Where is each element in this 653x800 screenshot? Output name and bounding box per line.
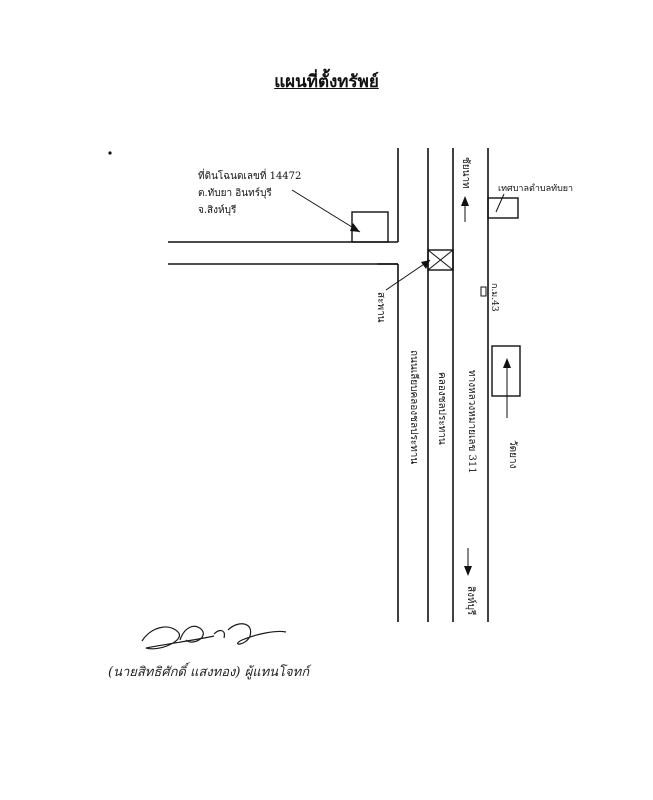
temple-label: วัดยาง [507, 440, 518, 469]
to-singburi-label: สิงห์บุรี [465, 586, 476, 616]
highway-label: ทางหลวงหมายเลข 311 [466, 370, 477, 474]
km-marker-label: ก.ม.43 [489, 283, 499, 312]
page-title: แผนที่ตั้งทรัพย์ [274, 72, 379, 92]
north-arrow-head [461, 196, 469, 206]
signature-line-2: (นายสิทธิศักดิ์ แสงทอง) ผู้แทนโจทก์ [108, 665, 310, 680]
south-arrow-head [464, 566, 472, 576]
canal-label: คลองชลประทาน [436, 372, 447, 445]
to-chainat-label: ชัยนาท [460, 157, 471, 189]
signature-line-1 [150, 626, 152, 643]
bridge-label: สะพาน [375, 292, 386, 323]
property-label-line-1: ที่ดินโฉนดเลขที่ 14472 [198, 171, 302, 182]
property-label-line-2: ต.ทับยา อินทร์บุรี [198, 188, 272, 199]
property-pointer [292, 190, 360, 232]
signature-strokes [142, 624, 286, 649]
canal-road-label: ถนนเลียบคลองชลประทาน [408, 350, 419, 465]
property-parcel [352, 212, 388, 242]
km-post [481, 287, 486, 296]
temple-box [492, 346, 520, 396]
scan-dot [108, 151, 111, 154]
municipality-box [488, 198, 518, 218]
municipality-label: เทศบาลตำบลทับยา [498, 184, 574, 194]
temple-arrow-head [503, 358, 511, 368]
property-label-line-3: จ.สิงห์บุรี [198, 205, 237, 216]
